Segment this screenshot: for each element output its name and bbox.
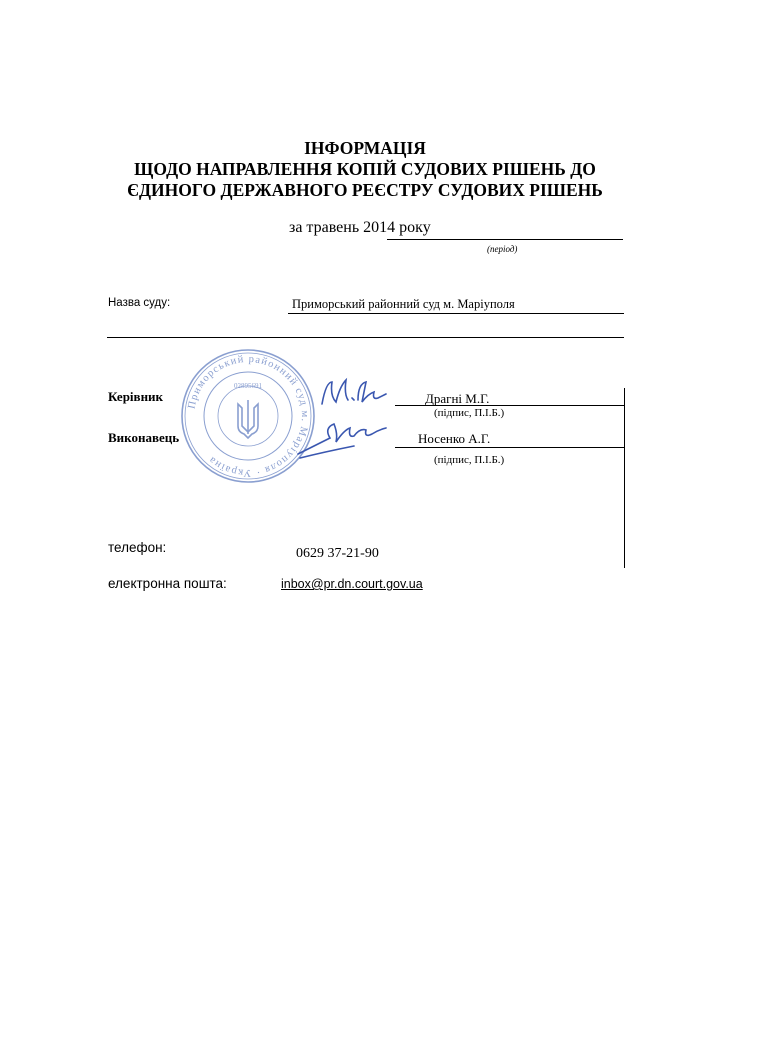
executor-label: Виконавець [108, 430, 180, 445]
phone-value: 0629 37-21-90 [296, 546, 379, 561]
email-label: електронна пошта: [108, 576, 227, 591]
court-underline [288, 313, 624, 314]
head-underline [395, 405, 624, 406]
executor-name: Носенко А.Г. [418, 431, 491, 446]
trident-icon [238, 400, 258, 438]
court-name: Приморський районний суд м. Маріуполя [292, 297, 515, 311]
period-line [289, 219, 431, 237]
head-name: Драгні М.Г. [425, 391, 490, 406]
executor-signature [294, 416, 394, 460]
executor-underline [395, 447, 624, 448]
svg-text:02895691: 02895691 [234, 382, 262, 390]
phone-label: телефон: [108, 540, 167, 555]
executor-caption: (підпис, П.І.Б.) [434, 454, 505, 466]
period-underline [387, 239, 623, 240]
court-label: Назва суду: [108, 297, 171, 309]
head-label: Керівник [108, 389, 164, 404]
document-title-line2: ЩОДО НАПРАВЛЕННЯ КОПІЙ СУДОВИХ РІШЕНЬ ДО [134, 159, 596, 179]
head-caption: (підпис, П.І.Б.) [434, 407, 505, 419]
period-year: 2014 [363, 219, 396, 236]
period-caption: (період) [487, 244, 518, 254]
section-divider [107, 337, 624, 338]
email-value[interactable]: inbox@pr.dn.court.gov.ua [281, 577, 423, 591]
document-title-line1: ІНФОРМАЦІЯ [304, 138, 426, 158]
svg-text:Приморський районний суд м. Ма: Приморський районний суд м. Маріуполя · Україна [186, 353, 311, 479]
period-suffix: року [399, 219, 431, 236]
document-title-line3: ЄДИНОГО ДЕРЖАВНОГО РЕЄСТРУ СУДОВИХ РІШЕНЬ [127, 180, 603, 200]
period-prefix: за травень [289, 219, 360, 236]
table-right-border [624, 388, 625, 568]
head-signature [318, 376, 390, 410]
